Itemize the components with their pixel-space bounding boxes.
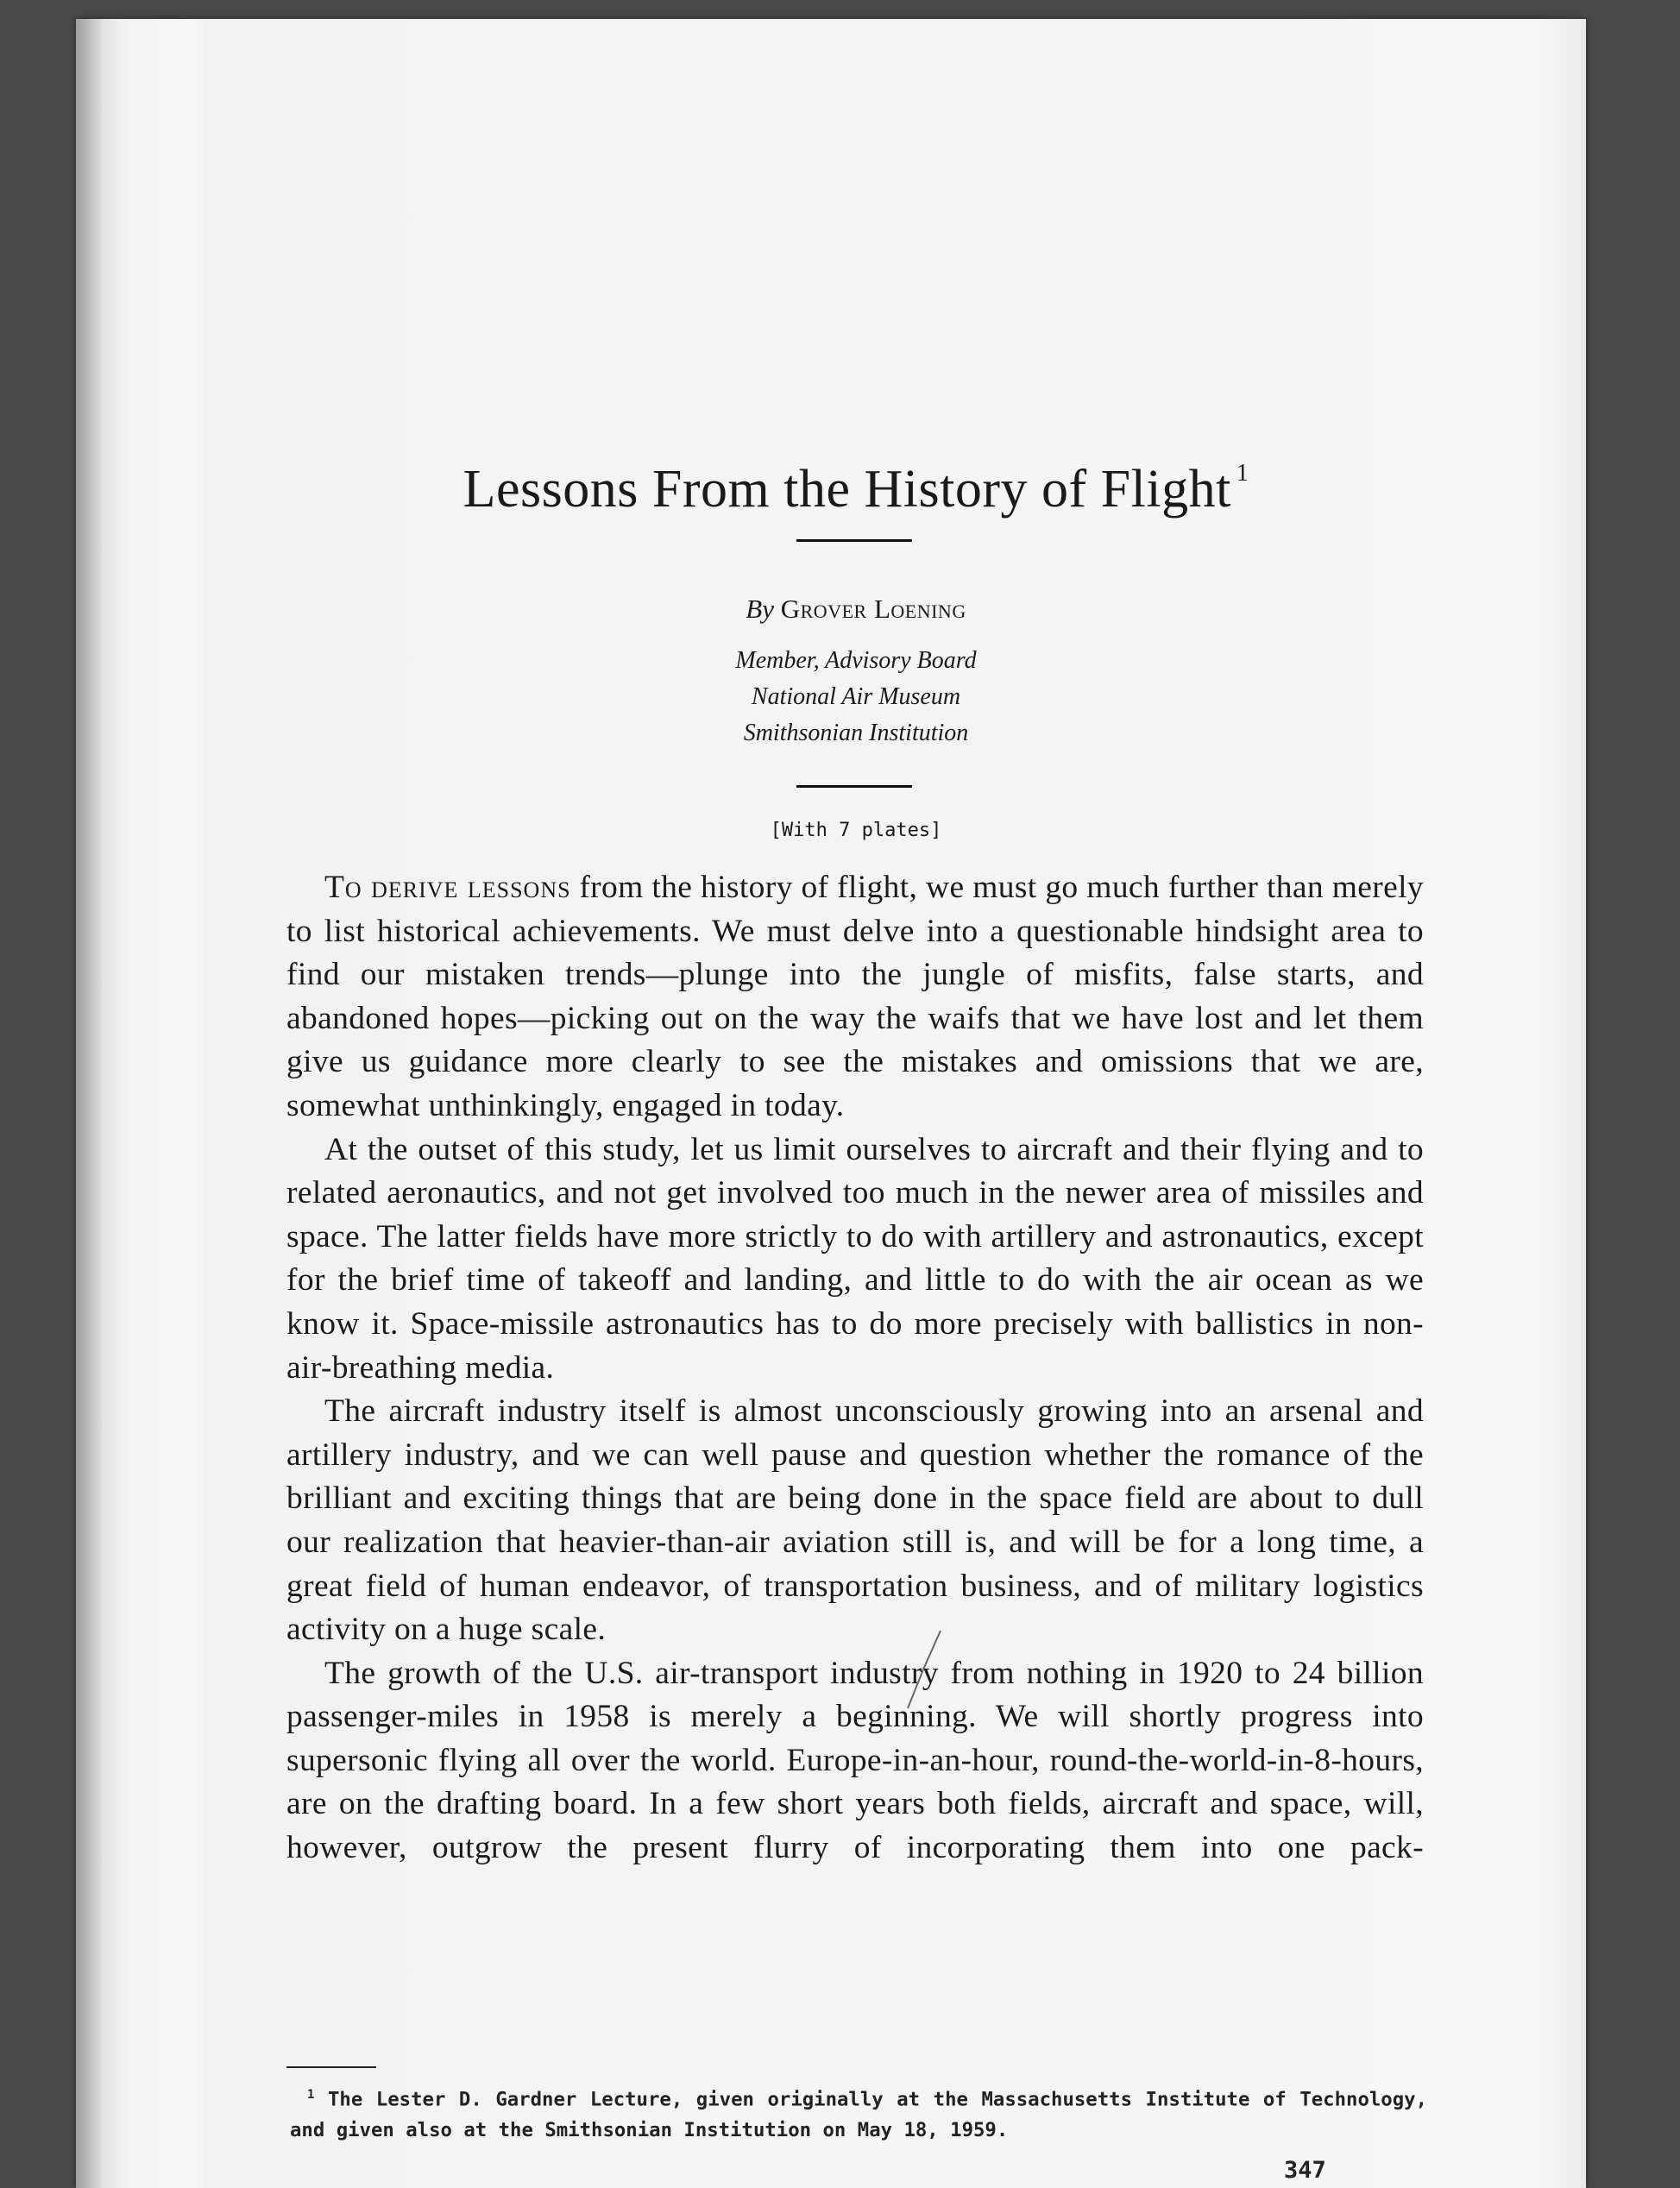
body-paragraph: At the outset of this study, let us limit ourselves to aircraft and their flying and to related aeronautics, and not get involved too much in the newer area of missiles and space. The latter fields have more strictly to do with artillery and astronautics, except for the brief time of takeoff and landing, and little to do with the air ocean as we know it. Space-missile astronautics has to do more precisely with ballistics in non-air-breathing media. [286, 1131, 1424, 1386]
title-rule [796, 539, 912, 542]
pen-mark [897, 1622, 949, 1717]
author-name: Grover Loening [780, 594, 966, 624]
article-body [286, 866, 1424, 1870]
affiliation-line: National Air Museum [751, 683, 961, 710]
lead-smallcaps: To derive lessons [324, 870, 571, 905]
plates-note: [With 7 plates] [770, 820, 942, 841]
affiliation-line: Member, Advisory Board [735, 647, 977, 674]
footnote-text: The Lester D. Gardner Lecture, given originally at the Massachusetts Institute of Technology, and given also at the Smithsonian Institution on May 18, 1959. [290, 2088, 1427, 2142]
body-paragraph: The growth of the U.S. air-transport industry from nothing in 1920 to 24 billion passenger-miles in 1958 is merely a beginning. We will shortly progress into supersonic flying all over the world. Europe-in-an-hour, round-the-world-in-8-hours, are on the drafting board. In a few short years both fields, aircraft and space, will, however, outgrow the present flurry of incorporating them into one pack- [286, 1655, 1424, 1866]
body-paragraph [286, 866, 1424, 1129]
footnote-marker: 1 [307, 2088, 315, 2102]
book-spine-shadow [76, 19, 102, 2188]
byline-prefix: By [746, 594, 774, 624]
author-affiliation [286, 643, 1425, 751]
body-paragraph: The aircraft industry itself is almost unconsciously growing into an arsenal and artillery industry, and we can well pause and question whether the romance of the brilliant and exciting things that are being done in the space field are about to dull our realization that heavier-than-air aviation still is, and will be for a long time, a great field of human endeavor, of transportation business, and of military logistics activity on a huge scale. [286, 1393, 1424, 1648]
affiliation-line: Smithsonian Institution [743, 720, 969, 746]
paragraph-text: from the history of flight, we must go much further than merely to list historical achievements. We must delve into a questionable hindsight area to find our mistaken trends—plunge into the jungle of misfits, false starts, and abandoned hopes—picking out on the way the waifs that we have lost and let them give us guidance more clearly to see the mistakes and omissions that we are, somewhat unthinkingly, engaged in today. [286, 870, 1424, 1123]
byline [286, 594, 1425, 625]
article-title [286, 459, 1425, 520]
footnote-rule [286, 2066, 376, 2068]
footnote [290, 2079, 1427, 2146]
affiliation-rule [796, 785, 912, 788]
page-number: 347 [1284, 2157, 1326, 2184]
title-text: Lessons From the History of Flight [462, 459, 1231, 519]
title-footnote-marker: 1 [1236, 459, 1249, 487]
